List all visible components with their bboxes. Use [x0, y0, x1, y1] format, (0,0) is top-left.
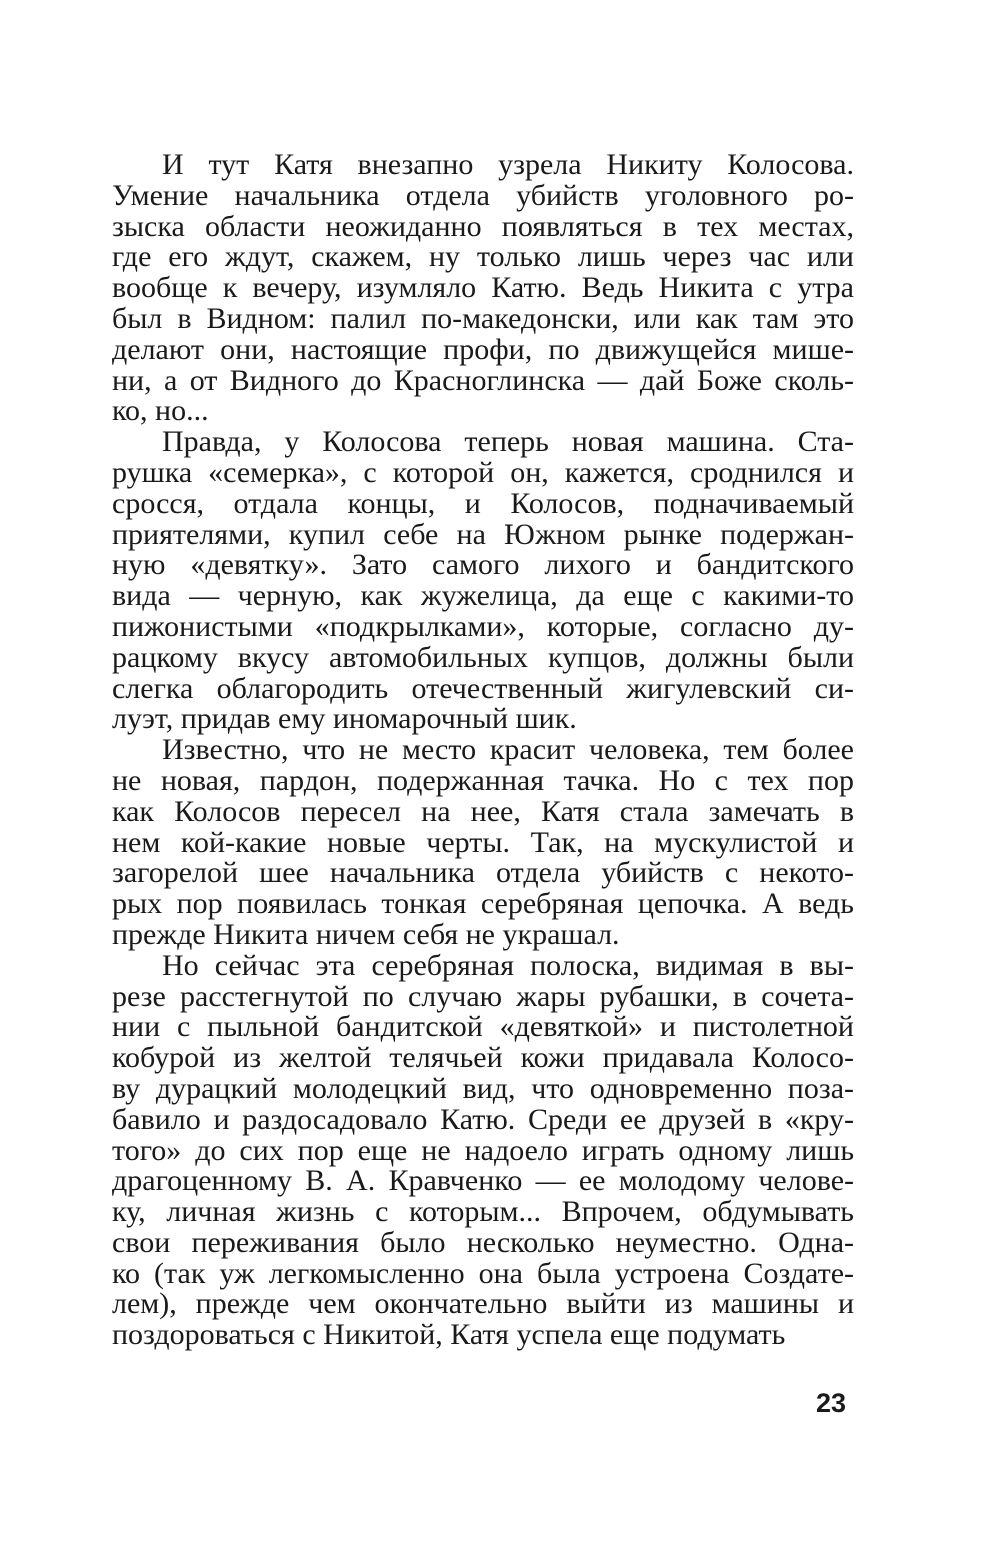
text-line: лем), прежде чем окончательно выйти из машины и — [112, 1287, 854, 1321]
text-line: прежде Никита ничем себя не украшал. — [112, 917, 620, 951]
text-line: зыска области неожиданно появляться в тех местах, — [112, 209, 854, 243]
text-line: где его ждут, скажем, ну только лишь через час или — [112, 240, 854, 274]
paragraph — [112, 150, 854, 427]
text-line: ную «девятку». Зато самого лихого и бандитского — [112, 548, 854, 582]
paragraph — [112, 948, 854, 1352]
text-line: И тут Катя внезапно узрела Никиту Колосова. — [162, 148, 854, 181]
text-line: был в Видном: палил по-македонски, или как там это — [112, 301, 854, 335]
text-line: слегка облагородить отечественный жигулевский си- — [112, 671, 854, 705]
text-line: ко, но... — [112, 394, 209, 428]
text-line: сросся, отдала концы, и Колосов, подначиваемый — [112, 486, 854, 520]
text-line: делают они, настоящие профи, по движущейся мише- — [112, 332, 854, 366]
text-line: ни, а от Видного до Красноглинска — дай Боже сколь- — [112, 363, 854, 397]
text-line: того» до сих пор еще не надоело играть одному лишь — [112, 1133, 854, 1167]
text-line: загорелой шее начальника отдела убийств с некото- — [112, 856, 854, 890]
text-line: ко (так уж легкомысленно она была устроена Создате- — [112, 1256, 854, 1290]
text-line: бавило и раздосадовало Катю. Среди ее друзей в «кру- — [112, 1102, 854, 1136]
text-line: рушка «семерка», с которой он, кажется, сроднился и — [112, 455, 854, 489]
text-line: Правда, у Колосова теперь новая машина. Ста- — [162, 425, 854, 459]
text-line: пижонистыми «подкрылками», которые, согласно ду- — [112, 609, 854, 643]
text-line: луэт, придав ему иномарочный шик. — [112, 702, 577, 736]
text-line: рацкому вкусу автомобильных купцов, должны были — [112, 640, 854, 674]
text-line: поздороваться с Никитой, Катя успела еще подумать — [112, 1318, 786, 1352]
text-line: ву дурацкий молодецкий вид, что одновременно поза- — [112, 1071, 854, 1105]
text-line: Но сейчас эта серебряная полоска, видимая в вы- — [162, 948, 854, 982]
text-line: резе расстегнутой по случаю жары рубашки, в сочета- — [112, 979, 854, 1013]
text-line: как Колосов пересел на нее, Катя стала замечать в — [112, 794, 854, 828]
text-line: Умение начальника отдела убийств уголовного ро- — [112, 178, 854, 212]
text-line: ку, личная жизнь с которым... Впрочем, обдумывать — [112, 1195, 854, 1229]
text-line: приятелями, купил себе на Южном рынке подержан- — [112, 517, 854, 551]
text-line: рых пор появилась тонкая серебряная цепочка. А ведь — [112, 887, 854, 921]
text-line: нии с пыльной бандитской «девяткой» и пистолетной — [112, 1010, 854, 1044]
text-line: вообще к вечеру, изумляло Катю. Ведь Никита с утра — [112, 271, 854, 305]
page-number: 23 — [815, 1388, 846, 1418]
text-line: драгоценному В. А. Кравченко — ее молодому челове- — [112, 1164, 854, 1198]
text-line: свои переживания было несколько неуместно. Однa- — [112, 1225, 854, 1259]
text-line: нем кой-какие новые черты. Так, на мускулистой и — [112, 825, 854, 859]
text-line: не новая, пардон, подержанная тачка. Но с тех пор — [112, 763, 854, 797]
paragraph — [112, 735, 854, 951]
text-line: кобурой из желтой телячьей кожи придавала Колосо- — [112, 1041, 854, 1075]
body-text — [112, 150, 854, 1351]
text-line: вида — черную, как жужелица, да еще с какими-то — [112, 579, 854, 613]
paragraph — [112, 427, 854, 735]
text-line: Известно, что не место красит человека, тем более — [162, 733, 854, 767]
